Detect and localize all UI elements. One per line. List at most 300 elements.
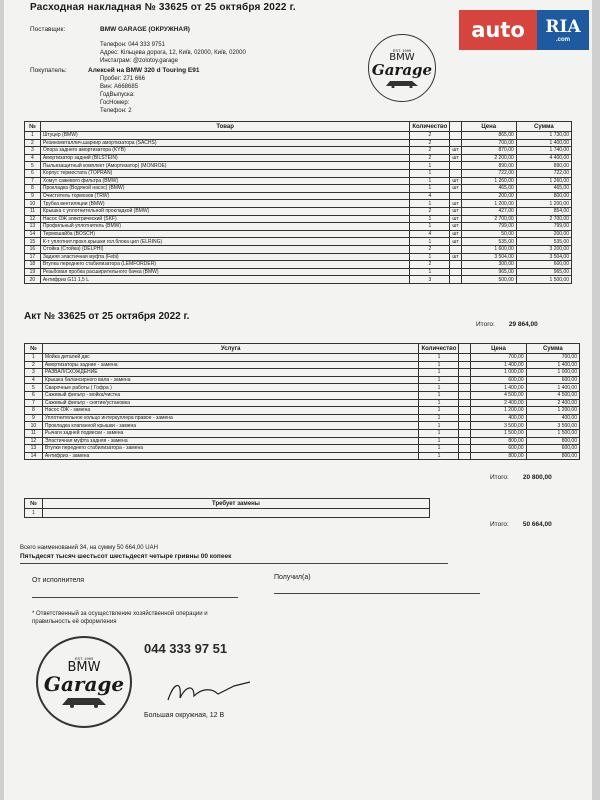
act-cell: Уплотнительное кольцо интеркуллера правое - замена bbox=[42, 414, 419, 422]
table-row bbox=[25, 261, 572, 269]
stamp-est: EST. 1999 bbox=[74, 656, 94, 661]
act-cell: Крышка балансирного вала - замена bbox=[42, 376, 419, 384]
invoice-cell: шт bbox=[450, 238, 461, 246]
buyer-label: Покупатель: bbox=[30, 67, 67, 74]
invoice-cell: 535,00 bbox=[516, 238, 571, 246]
invoice-cell bbox=[450, 132, 461, 140]
invoice-cell: Задняя эластичная муфта (Febi) bbox=[40, 253, 409, 261]
act-cell: 400,00 bbox=[471, 414, 526, 422]
table-row bbox=[25, 407, 580, 415]
invoice-cell: Антифриз G11 1,5 L bbox=[40, 276, 409, 284]
replace-header-0: № bbox=[25, 499, 43, 509]
invoice-cell: Очиститель тормозов (TRW) bbox=[40, 192, 409, 200]
invoice-cell: Штуцер (BMW) bbox=[40, 132, 409, 140]
act-cell: 11 bbox=[25, 429, 43, 437]
invoice-cell: 50,00 bbox=[461, 230, 516, 238]
receiver-signature-line bbox=[274, 593, 480, 594]
act-header-1: Услуга bbox=[42, 344, 419, 354]
table-row bbox=[25, 253, 572, 261]
act-cell: Насос ОЖ - замена bbox=[42, 407, 419, 415]
act-cell: 1 bbox=[419, 445, 459, 453]
table-row bbox=[25, 230, 572, 238]
act-header-2: Количество bbox=[419, 344, 459, 354]
invoice-cell: 890,00 bbox=[461, 162, 516, 170]
act-cell: 1 400,00 bbox=[526, 384, 579, 392]
autoria-watermark bbox=[459, 10, 592, 54]
car-icon bbox=[384, 78, 420, 88]
table-row bbox=[25, 215, 572, 223]
invoice-cell: 1 740,00 bbox=[516, 147, 571, 155]
act-header-4: Цена bbox=[471, 344, 526, 354]
supplier-name: BMW GARAGE (ОКРУЖНАЯ) bbox=[100, 26, 190, 33]
invoice-cell: 799,00 bbox=[516, 223, 571, 231]
invoice-cell: шт bbox=[450, 185, 461, 193]
invoice-cell: 9 bbox=[25, 192, 41, 200]
invoice-cell: 1 bbox=[410, 162, 450, 170]
grand-total-label: Итого: bbox=[490, 521, 509, 528]
invoice-cell: 1 bbox=[25, 132, 41, 140]
invoice-cell: 2 bbox=[410, 261, 450, 269]
autoria-com: .com bbox=[555, 37, 570, 43]
table-row bbox=[25, 192, 572, 200]
invoice-cell: 965,00 bbox=[516, 268, 571, 276]
act-cell: 1 000,00 bbox=[471, 369, 526, 377]
act-cell: 4 500,00 bbox=[471, 391, 526, 399]
act-cell bbox=[459, 361, 471, 369]
act-cell: 1 200,00 bbox=[471, 407, 526, 415]
table-row bbox=[25, 509, 430, 518]
invoice-cell: К-т уплотнит.прокл.крышки гол.блока цил (ELRING) bbox=[40, 238, 409, 246]
invoice-cell: шт bbox=[450, 253, 461, 261]
invoice-cell: 2 700,00 bbox=[461, 215, 516, 223]
buyer-vin: Вин: A668685 bbox=[100, 84, 139, 90]
invoice-cell: Прокладка (Водяной насос) (BMW) bbox=[40, 185, 409, 193]
act-cell: 1 bbox=[419, 384, 459, 392]
act-total bbox=[490, 474, 552, 481]
act-cell bbox=[459, 422, 471, 430]
invoice-cell: Крышка с уплотнительной прокладкой (BMW) bbox=[40, 207, 409, 215]
stamp-car-icon bbox=[59, 694, 109, 708]
table-row bbox=[25, 200, 572, 208]
invoice-cell bbox=[450, 268, 461, 276]
act-cell: 1 400,00 bbox=[471, 361, 526, 369]
act-cell: 800,00 bbox=[526, 437, 579, 445]
invoice-cell: 1 bbox=[410, 215, 450, 223]
replace-header-row bbox=[25, 499, 430, 509]
invoice-title: Расходная накладная № 33625 от 25 октября 2022 г. bbox=[30, 2, 296, 13]
act-cell bbox=[459, 407, 471, 415]
replace-cell bbox=[42, 509, 429, 518]
table-row bbox=[25, 276, 572, 284]
act-header-5: Сумма bbox=[526, 344, 579, 354]
act-cell bbox=[459, 369, 471, 377]
executor-label: От исполнителя bbox=[32, 577, 85, 584]
invoice-cell: 890,00 bbox=[516, 162, 571, 170]
act-cell: 3 bbox=[25, 369, 43, 377]
table-row bbox=[25, 177, 572, 185]
act-header-3 bbox=[459, 344, 471, 354]
act-cell: 8 bbox=[25, 407, 43, 415]
act-cell bbox=[459, 376, 471, 384]
invoice-cell: 1 bbox=[410, 223, 450, 231]
grand-total-value: 50 664,00 bbox=[522, 521, 552, 528]
invoice-goods-table bbox=[24, 121, 572, 284]
act-cell: 1 bbox=[419, 414, 459, 422]
logo-bmw: BMW bbox=[389, 52, 415, 63]
invoice-total-value: 29 864,00 bbox=[508, 321, 538, 328]
act-cell: 1 bbox=[419, 429, 459, 437]
invoice-cell: 465,00 bbox=[516, 185, 571, 193]
invoice-cell: 200,00 bbox=[516, 230, 571, 238]
invoice-header-2: Количество bbox=[410, 122, 450, 132]
invoice-cell: Хомут сажевого фильтра (BMW) bbox=[40, 177, 409, 185]
table-row bbox=[25, 139, 572, 147]
invoice-cell: 500,00 bbox=[461, 276, 516, 284]
table-row bbox=[25, 132, 572, 140]
invoice-cell: 1 bbox=[410, 169, 450, 177]
act-cell bbox=[459, 384, 471, 392]
invoice-cell: шт bbox=[450, 223, 461, 231]
supplier-instagram: Инстаграм: @zolotoy.garage bbox=[100, 58, 178, 64]
invoice-cell bbox=[450, 169, 461, 177]
invoice-cell: 5 bbox=[25, 162, 41, 170]
act-cell: 2 bbox=[25, 361, 43, 369]
act-cell: 12 bbox=[25, 437, 43, 445]
invoice-cell: 4 bbox=[410, 230, 450, 238]
table-row bbox=[25, 391, 580, 399]
act-cell: 14 bbox=[25, 452, 43, 460]
act-cell: 2 400,00 bbox=[471, 399, 526, 407]
act-total-label: Итого: bbox=[490, 474, 509, 481]
invoice-cell: 722,00 bbox=[516, 169, 571, 177]
supplier-label: Поставщик: bbox=[30, 26, 66, 33]
invoice-cell: 15 bbox=[25, 238, 41, 246]
invoice-cell: 2 200,00 bbox=[461, 154, 516, 162]
invoice-header-4: Цена bbox=[461, 122, 516, 132]
invoice-cell: 1 bbox=[410, 185, 450, 193]
invoice-cell: 1 260,00 bbox=[461, 177, 516, 185]
logo-est: EST. 1999 bbox=[392, 48, 412, 53]
table-row bbox=[25, 361, 580, 369]
invoice-cell: 799,00 bbox=[461, 223, 516, 231]
buyer-mileage: Пробег: 271 666 bbox=[100, 76, 145, 82]
table-row bbox=[25, 354, 580, 362]
act-cell: Амортизаторы задние - замена bbox=[42, 361, 419, 369]
invoice-cell: 700,00 bbox=[461, 139, 516, 147]
invoice-cell: шт bbox=[450, 200, 461, 208]
replace-table bbox=[24, 498, 430, 518]
table-row bbox=[25, 384, 580, 392]
invoice-cell: 1 260,00 bbox=[516, 177, 571, 185]
invoice-header-1: Товар bbox=[40, 122, 409, 132]
footer-phone: 044 333 97 51 bbox=[144, 641, 228, 656]
supplier-phone: Телефон: 044 333 9751 bbox=[100, 42, 165, 48]
act-cell: 1 bbox=[25, 354, 43, 362]
invoice-cell: Профильный уплотнитель (BMW) bbox=[40, 223, 409, 231]
invoice-cell: 800,00 bbox=[516, 192, 571, 200]
autoria-auto: auto bbox=[459, 10, 537, 50]
invoice-cell: 722,00 bbox=[461, 169, 516, 177]
table-row bbox=[25, 207, 572, 215]
stamp-garage: Garage bbox=[43, 672, 125, 696]
act-cell: Сажевый фильтр - мойка/чистка bbox=[42, 391, 419, 399]
act-cell: 1 200,00 bbox=[526, 407, 579, 415]
invoice-header-row bbox=[25, 122, 572, 132]
table-row bbox=[25, 437, 580, 445]
executor-signature-line bbox=[32, 597, 238, 598]
act-cell bbox=[459, 399, 471, 407]
act-header-row bbox=[25, 344, 580, 354]
buyer-name: Алексей на BMW 320 d Touring E91 bbox=[88, 67, 200, 74]
act-cell: 6 bbox=[25, 391, 43, 399]
act-cell: 1 bbox=[419, 361, 459, 369]
act-cell: Сварочные работы ( Гофра ) bbox=[42, 384, 419, 392]
act-cell: 1 500,00 bbox=[471, 429, 526, 437]
act-cell: Эластичная муфта задняя - замена bbox=[42, 437, 419, 445]
act-cell: 7 bbox=[25, 399, 43, 407]
act-cell: Прокладка клапанной крышки - замена bbox=[42, 422, 419, 430]
act-cell: 4 500,00 bbox=[526, 391, 579, 399]
items-count-line: Всего наименований 34, на сумму 50 664,00 UAH bbox=[20, 545, 158, 551]
invoice-cell: 4 bbox=[410, 192, 450, 200]
amount-in-words: Пятьдесят тысяч шестьсот шестьдесят четыре гривны 00 копеек bbox=[20, 553, 232, 560]
act-cell: 1 bbox=[419, 391, 459, 399]
invoice-cell: 16 bbox=[25, 245, 41, 253]
act-cell: Втулки переднего стабилизатора - замена bbox=[42, 445, 419, 453]
act-cell: Сажевый фильтр - снятие/установка bbox=[42, 399, 419, 407]
invoice-cell: 17 bbox=[25, 253, 41, 261]
table-row bbox=[25, 238, 572, 246]
invoice-cell bbox=[450, 276, 461, 284]
invoice-cell: 4 400,00 bbox=[516, 154, 571, 162]
table-row bbox=[25, 369, 580, 377]
invoice-cell: Опора заднего амортизатора (KYB) bbox=[40, 147, 409, 155]
invoice-cell: 427,00 bbox=[461, 207, 516, 215]
act-cell bbox=[459, 354, 471, 362]
act-cell bbox=[459, 391, 471, 399]
invoice-cell: 1 200,00 bbox=[516, 200, 571, 208]
act-header-0: № bbox=[25, 344, 43, 354]
invoice-total bbox=[476, 321, 538, 328]
invoice-cell: 1 bbox=[410, 238, 450, 246]
invoice-cell: 2 bbox=[410, 207, 450, 215]
logo-garage: Garage bbox=[371, 61, 433, 79]
invoice-cell: 2 bbox=[410, 139, 450, 147]
invoice-cell: 3 200,00 bbox=[516, 245, 571, 253]
buyer-year: ГодВыпуска: bbox=[100, 92, 135, 98]
responsible-note-1: * Ответственный за осуществление хозяйственной операции и bbox=[32, 611, 208, 617]
act-cell bbox=[459, 452, 471, 460]
invoice-cell bbox=[450, 261, 461, 269]
invoice-cell: 2 bbox=[25, 139, 41, 147]
invoice-cell: 1 bbox=[410, 268, 450, 276]
stamp-logo bbox=[36, 636, 132, 728]
act-cell: Мойка деталей двс bbox=[42, 354, 419, 362]
act-services-table bbox=[24, 343, 580, 460]
act-cell: 1 bbox=[419, 369, 459, 377]
table-row bbox=[25, 147, 572, 155]
replace-cell: 1 bbox=[25, 509, 43, 518]
act-cell: 1 bbox=[419, 354, 459, 362]
act-cell: 800,00 bbox=[471, 452, 526, 460]
act-cell: 1 bbox=[419, 399, 459, 407]
invoice-cell: 870,00 bbox=[461, 147, 516, 155]
invoice-cell: 465,00 bbox=[461, 185, 516, 193]
invoice-cell: 3 bbox=[25, 147, 41, 155]
invoice-cell: 1 bbox=[410, 177, 450, 185]
footer-address: Большая окружная, 12 В bbox=[144, 712, 225, 719]
invoice-cell: Резинометаллич.шарнир амортизатора (SACHS) bbox=[40, 139, 409, 147]
table-row bbox=[25, 169, 572, 177]
invoice-cell: 13 bbox=[25, 223, 41, 231]
invoice-cell: 854,00 bbox=[516, 207, 571, 215]
invoice-cell: 14 bbox=[25, 230, 41, 238]
invoice-cell: 1 bbox=[410, 253, 450, 261]
invoice-cell bbox=[450, 139, 461, 147]
invoice-sheet bbox=[4, 0, 592, 800]
act-title: Акт № 33625 от 25 октября 2022 г. bbox=[24, 311, 190, 322]
invoice-cell: 12 bbox=[25, 215, 41, 223]
act-cell: 1 bbox=[419, 376, 459, 384]
buyer-plate: ГосНомер: bbox=[100, 100, 130, 106]
invoice-cell: 600,00 bbox=[516, 261, 571, 269]
act-cell: 9 bbox=[25, 414, 43, 422]
invoice-cell: 535,00 bbox=[461, 238, 516, 246]
invoice-cell: шт bbox=[450, 177, 461, 185]
table-row bbox=[25, 445, 580, 453]
act-cell: 600,00 bbox=[471, 445, 526, 453]
autoria-ria bbox=[537, 10, 589, 50]
act-cell: 10 bbox=[25, 422, 43, 430]
invoice-cell: 1 200,00 bbox=[461, 200, 516, 208]
invoice-cell: 865,00 bbox=[461, 132, 516, 140]
act-cell: 600,00 bbox=[526, 445, 579, 453]
invoice-cell: Корпус термостата (TOPRAN) bbox=[40, 169, 409, 177]
invoice-cell bbox=[450, 245, 461, 253]
invoice-cell: 6 bbox=[25, 169, 41, 177]
act-cell bbox=[459, 445, 471, 453]
table-row bbox=[25, 422, 580, 430]
invoice-header-5: Сумма bbox=[516, 122, 571, 132]
act-cell: 4 bbox=[25, 376, 43, 384]
table-row bbox=[25, 429, 580, 437]
act-cell: 700,00 bbox=[526, 354, 579, 362]
grand-total bbox=[490, 521, 552, 528]
act-cell: 400,00 bbox=[526, 414, 579, 422]
responsible-note-2: правильность её оформления bbox=[32, 619, 117, 625]
table-row bbox=[25, 162, 572, 170]
act-cell: Рычаги задней подвески - замена bbox=[42, 429, 419, 437]
act-cell: 13 bbox=[25, 445, 43, 453]
act-cell: 1 bbox=[419, 407, 459, 415]
invoice-cell: Амортизатор задний (BILSTEIN) bbox=[40, 154, 409, 162]
autoria-ria-text: RIA bbox=[545, 17, 581, 37]
act-cell: 3 500,00 bbox=[526, 422, 579, 430]
invoice-cell: 3 bbox=[410, 276, 450, 284]
act-cell bbox=[459, 437, 471, 445]
invoice-cell: 965,00 bbox=[461, 268, 516, 276]
invoice-cell: 300,00 bbox=[461, 261, 516, 269]
table-row bbox=[25, 268, 572, 276]
table-row bbox=[25, 154, 572, 162]
invoice-cell: 1 730,00 bbox=[516, 132, 571, 140]
table-row bbox=[25, 185, 572, 193]
invoice-cell: 1 500,00 bbox=[516, 276, 571, 284]
received-label: Получил(а) bbox=[274, 574, 311, 581]
act-cell: 1 400,00 bbox=[471, 384, 526, 392]
table-row bbox=[25, 245, 572, 253]
invoice-cell: 11 bbox=[25, 207, 41, 215]
replace-header-1: Требует замены bbox=[42, 499, 429, 509]
act-cell: 1 bbox=[419, 452, 459, 460]
invoice-cell bbox=[450, 192, 461, 200]
act-cell: 600,00 bbox=[526, 376, 579, 384]
act-cell: 1 bbox=[419, 422, 459, 430]
invoice-cell: Трубка вентиляции (BMW) bbox=[40, 200, 409, 208]
invoice-cell bbox=[450, 162, 461, 170]
invoice-cell: 20 bbox=[25, 276, 41, 284]
invoice-cell: Резьбовая пробка расширительного бачка (BMW) bbox=[40, 268, 409, 276]
invoice-cell: 1 600,00 bbox=[461, 245, 516, 253]
invoice-cell: 3 504,00 bbox=[516, 253, 571, 261]
act-cell: 800,00 bbox=[471, 437, 526, 445]
act-cell: 3 500,00 bbox=[471, 422, 526, 430]
invoice-total-label: Итого: bbox=[476, 321, 495, 328]
invoice-header-0: № bbox=[25, 122, 41, 132]
invoice-cell: шт bbox=[450, 215, 461, 223]
invoice-cell: 19 bbox=[25, 268, 41, 276]
supplier-address: Адрес: Кільцева дорога, 12, Київ, 02000, Київ, 02000 bbox=[100, 50, 246, 56]
invoice-cell: 18 bbox=[25, 261, 41, 269]
invoice-cell: Втулка переднего стабилизатора (LEMFÖRDER) bbox=[40, 261, 409, 269]
invoice-cell: 3 504,00 bbox=[461, 253, 516, 261]
signature-scribble bbox=[164, 676, 254, 706]
divider bbox=[20, 563, 448, 564]
invoice-header-3 bbox=[450, 122, 461, 132]
act-cell: 700,00 bbox=[471, 354, 526, 362]
invoice-cell: шт bbox=[450, 230, 461, 238]
invoice-cell: 2 bbox=[410, 154, 450, 162]
table-row bbox=[25, 399, 580, 407]
act-cell: 1 000,00 bbox=[526, 369, 579, 377]
invoice-cell: 1 bbox=[410, 200, 450, 208]
act-cell bbox=[459, 429, 471, 437]
act-cell: 5 bbox=[25, 384, 43, 392]
invoice-cell: 10 bbox=[25, 200, 41, 208]
invoice-cell: 2 700,00 bbox=[516, 215, 571, 223]
act-cell: 600,00 bbox=[471, 376, 526, 384]
act-cell: 1 400,00 bbox=[526, 361, 579, 369]
act-cell bbox=[459, 414, 471, 422]
invoice-cell: Стойка (Стойка) (DELPHI) bbox=[40, 245, 409, 253]
table-row bbox=[25, 414, 580, 422]
act-cell: Антифриз - замена bbox=[42, 452, 419, 460]
invoice-cell: 1 400,00 bbox=[516, 139, 571, 147]
act-cell: 2 400,00 bbox=[526, 399, 579, 407]
invoice-cell: Насос ОЖ электрический (SKF) bbox=[40, 215, 409, 223]
invoice-cell: 2 bbox=[410, 132, 450, 140]
act-cell: 800,00 bbox=[526, 452, 579, 460]
table-row bbox=[25, 223, 572, 231]
invoice-cell: шт bbox=[450, 147, 461, 155]
invoice-cell: 4 bbox=[25, 154, 41, 162]
table-row bbox=[25, 452, 580, 460]
stamp-bmw: BMW bbox=[67, 660, 101, 675]
invoice-cell: 8 bbox=[25, 185, 41, 193]
invoice-cell: 200,00 bbox=[461, 192, 516, 200]
act-cell: 1 bbox=[419, 437, 459, 445]
invoice-cell: шт bbox=[450, 207, 461, 215]
